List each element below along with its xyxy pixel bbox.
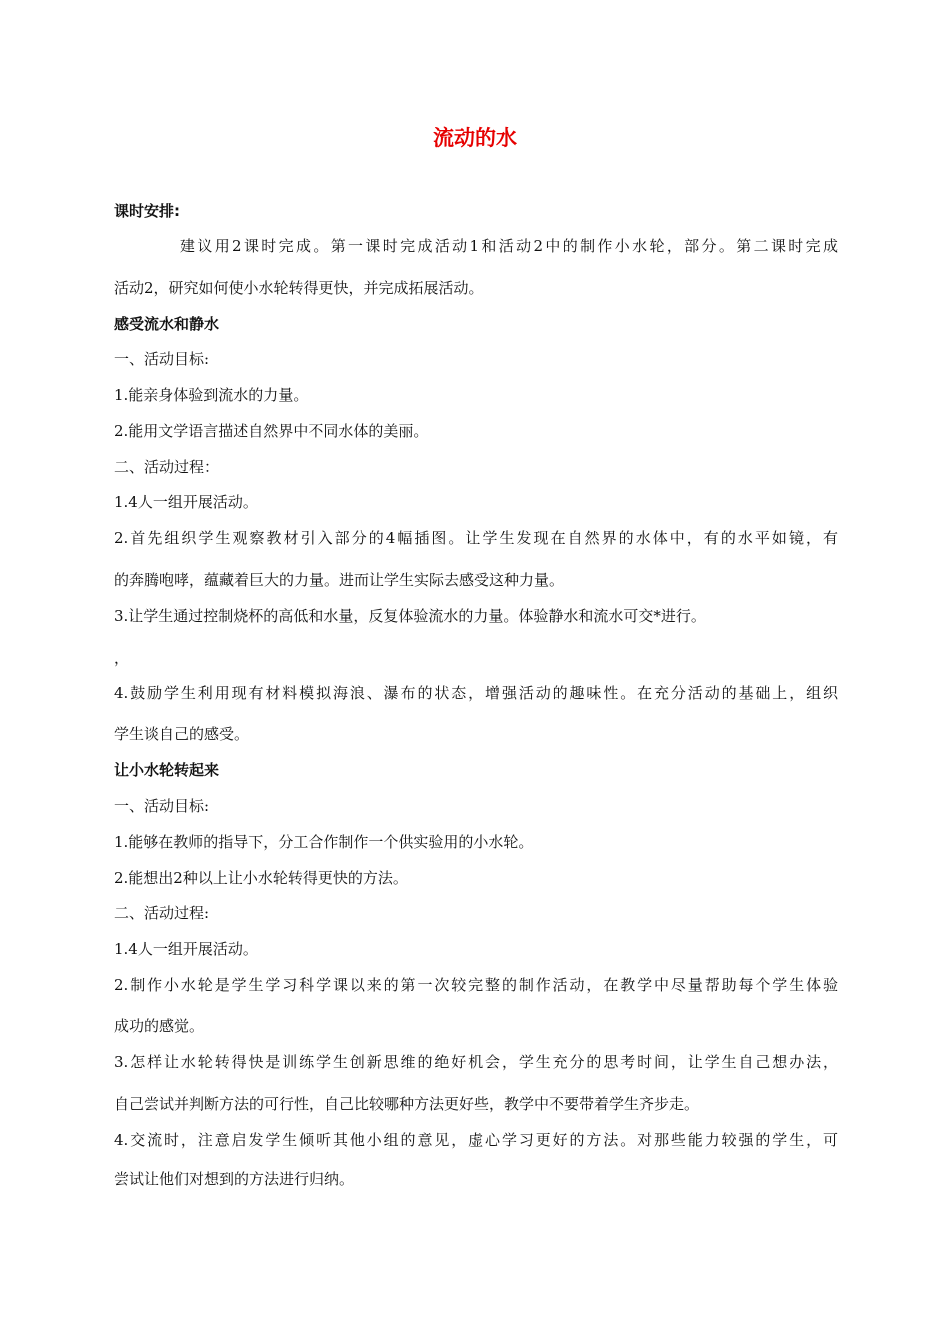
section1-step-4-line-2: 学生谈自己的感受。 bbox=[114, 725, 250, 743]
section1-step-2-line-2: 的奔腾咆哮，蕴藏着巨大的力量。进而让学生实际去感受这种力量。 bbox=[114, 571, 565, 589]
section2-heading: 让小水轮转起来 bbox=[114, 761, 220, 779]
section2-step-2-line-2: 成功的感觉。 bbox=[114, 1017, 205, 1035]
section1-step-3: 3.让学生通过控制烧杯的高低和水量，反复体验流水的力量。体验静水和流水可交*进行。 bbox=[114, 607, 706, 625]
section2-step-3-line-1: 3.怎样让水轮转得快是训练学生创新思维的绝好机会，学生充分的思考时间，让学生自己想办法， bbox=[114, 1053, 838, 1071]
section1-goals-label: 一、活动目标: bbox=[114, 350, 210, 368]
stray-mark: ， bbox=[114, 649, 130, 667]
schedule-heading: 课时安排: bbox=[114, 202, 180, 220]
section1-process-label: 二、活动过程： bbox=[114, 458, 220, 476]
section2-goals-label: 一、活动目标: bbox=[114, 797, 210, 815]
section2-step-2-line-1: 2.制作小水轮是学生学习科学课以来的第一次较完整的制作活动，在教学中尽量帮助每个学生体验 bbox=[114, 976, 838, 994]
section2-step-3-line-2: 自己尝试并判断方法的可行性，自己比较哪种方法更好些，教学中不要带着学生齐步走。 bbox=[114, 1095, 700, 1113]
section2-step-4-line-2: 尝试让他们对想到的方法进行归纳。 bbox=[114, 1170, 355, 1188]
schedule-text-line-1: 建议用2课时完成。第一课时完成活动1和活动2中的制作小水轮，部分。第二课时完成 bbox=[180, 237, 838, 255]
section2-goal-1: 1.能够在教师的指导下，分工合作制作一个供实验用的小水轮。 bbox=[114, 833, 534, 851]
section2-goal-2: 2.能想出2种以上让小水轮转得更快的方法。 bbox=[114, 869, 408, 887]
section1-step-4-line-1: 4.鼓励学生利用现有材料模拟海浪、瀑布的状态，增强活动的趣味性。在充分活动的基础上，组织 bbox=[114, 684, 838, 702]
section1-goal-2: 2.能用文学语言描述自然界中不同水体的美丽。 bbox=[114, 422, 429, 440]
section1-goal-1: 1.能亲身体验到流水的力量。 bbox=[114, 386, 309, 404]
section2-step-1: 1.4人一组开展活动。 bbox=[114, 940, 258, 958]
section2-step-4-line-1: 4.交流时，注意启发学生倾听其他小组的意见，虚心学习更好的方法。对那些能力较强的学生，可 bbox=[114, 1131, 838, 1149]
document-title: 流动的水 bbox=[433, 126, 517, 150]
section1-heading: 感受流水和静水 bbox=[114, 315, 220, 333]
section2-process-label: 二、活动过程: bbox=[114, 904, 210, 922]
section1-step-2-line-1: 2.首先组织学生观察教材引入部分的4幅插图。让学生发现在自然界的水体中，有的水平如镜，有 bbox=[114, 529, 838, 547]
section1-step-1: 1.4人一组开展活动。 bbox=[114, 493, 258, 511]
schedule-text-line-2: 活动2，研究如何使小水轮转得更快，并完成拓展活动。 bbox=[114, 279, 484, 297]
